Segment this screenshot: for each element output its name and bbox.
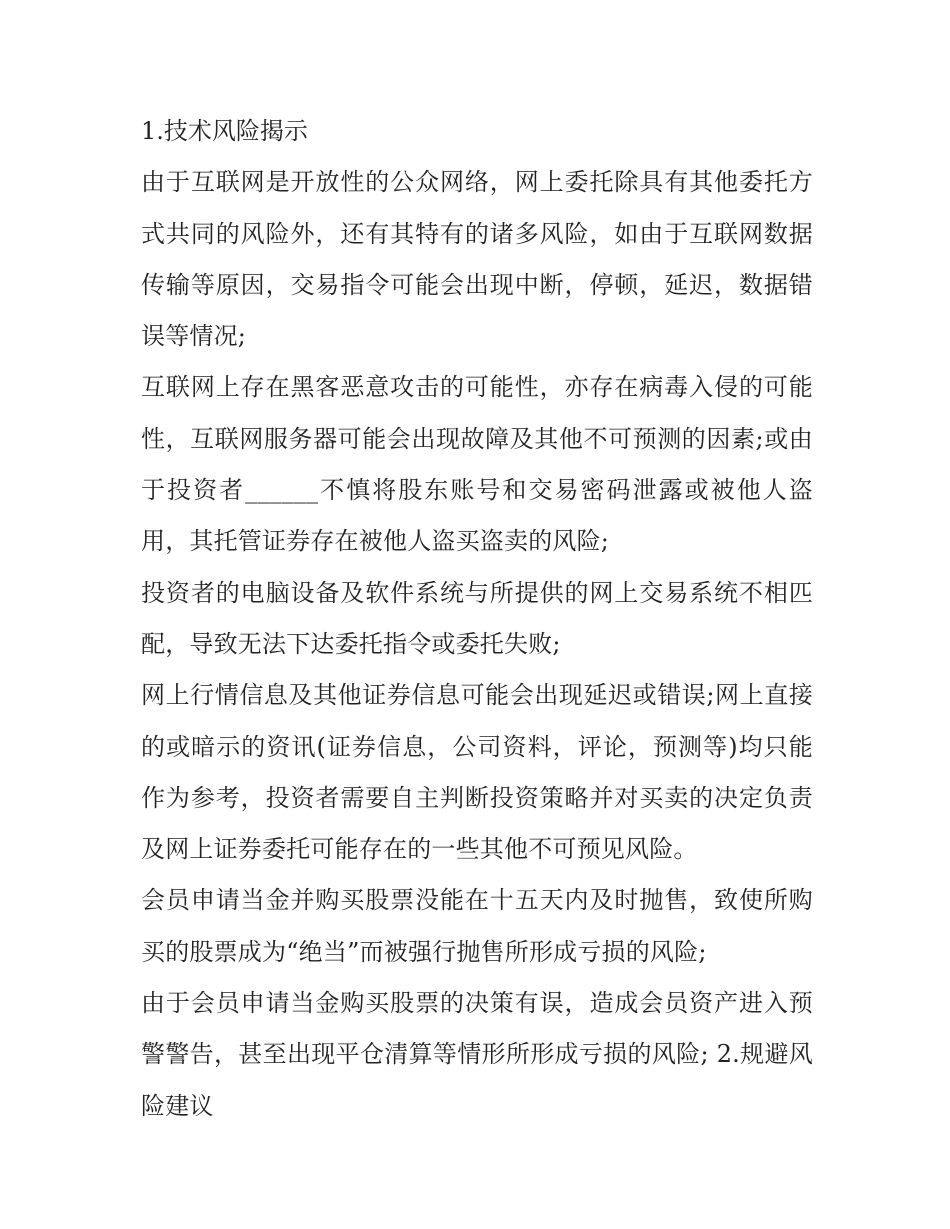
paragraph-pawn-stock-risk: 会员申请当金并购买股票没能在十五天内及时抛售，致使所购买的股票成为“绝当”而被强行抛售所形成亏损的风险; (141, 886, 813, 966)
paragraph-internet-risk: 由于互联网是开放性的公众网络，网上委托除具有其他委托方式共同的风险外，还有其特有的诸多风险，如由于互联网数据传输等原因，交易指令可能会出现中断，停顿，延迟，数据错误等情况; (141, 168, 813, 351)
paragraph-equipment-mismatch: 投资者的电脑设备及软件系统与所提供的网上交易系统不相匹配，导致无法下达委托指令或委托失败; (141, 578, 813, 658)
paragraph-decision-error-risk: 由于会员申请当金购买股票的决策有误，造成会员资产进入预警警告，甚至出现平仓清算等情形所形成亏损的风险; 2.规避风险建议 (141, 989, 813, 1120)
document-body (141, 106, 813, 1132)
paragraph-market-info-risk: 网上行情信息及其他证券信息可能会出现延迟或错误;网上直接的或暗示的资讯(证券信息，公司资料，评论，预测等)均只能作为参考，投资者需要自主判断投资策略并对买卖的决定负责及网上证券委托可能存在的一些其他不可预见风险。 (141, 681, 813, 864)
section-heading-technical-risk: 1.技术风险揭示 (141, 117, 308, 145)
paragraph-hacker-risk: 互联网上存在黑客恶意攻击的可能性，亦存在病毒入侵的可能性，互联网服务器可能会出现故障及其他不可预测的因素;或由于投资者______不慎将股东账号和交易密码泄露或被他人盗用，其托管证券存在被他人盗买盗卖的风险; (141, 373, 813, 556)
